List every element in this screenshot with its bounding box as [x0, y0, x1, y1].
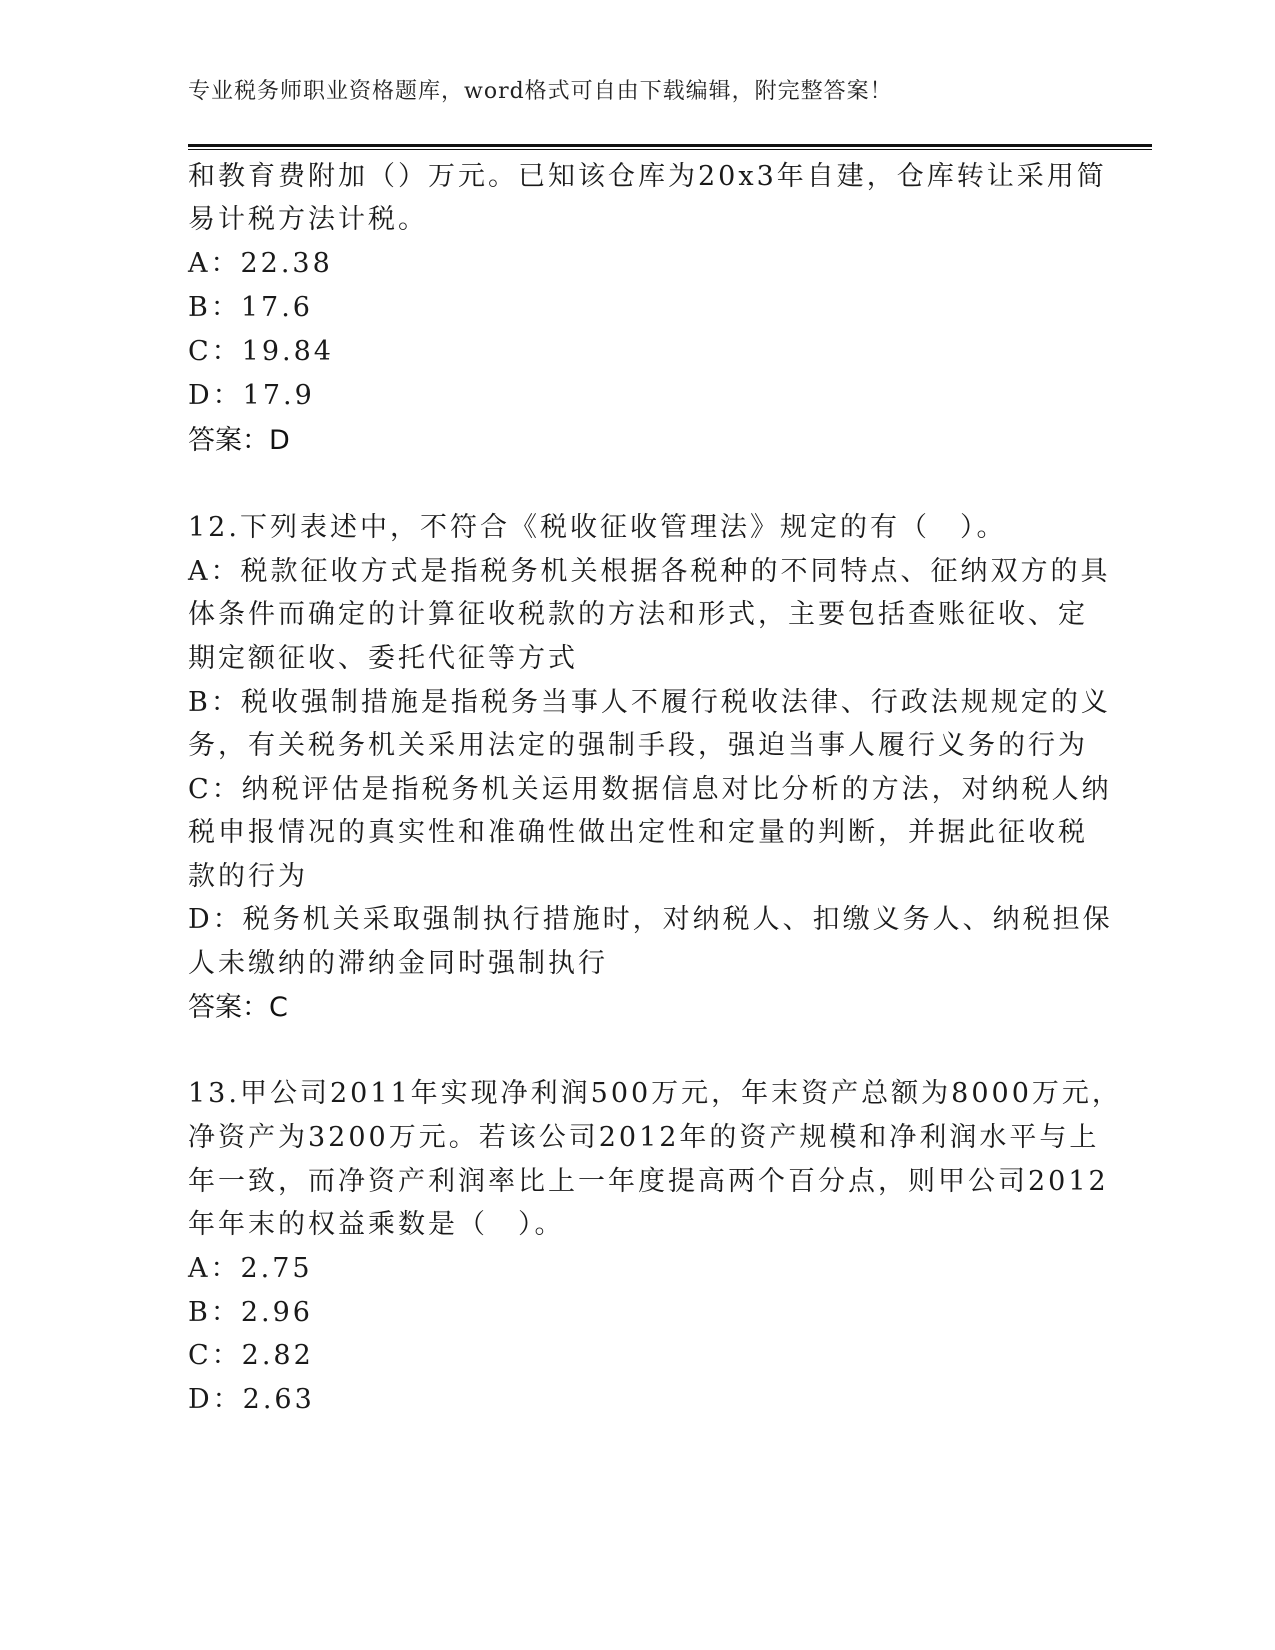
- q13-option-b: B：2.96: [188, 1297, 313, 1328]
- q13-option-a: A：2.75: [188, 1253, 313, 1284]
- page-header: 专业税务师职业资格题库，word格式可自由下载编辑，附完整答案！: [188, 79, 893, 104]
- q11-answer: 答案：D: [188, 425, 290, 456]
- q12-option-line: 税申报情况的真实性和准确性做出定性和定量的判断，并据此征收税: [188, 817, 1088, 848]
- q13-option-c: C：2.82: [188, 1340, 314, 1371]
- q13-option-d: D：2.63: [188, 1384, 315, 1415]
- q11-option-c: C：19.84: [188, 336, 334, 367]
- header-rule-thick: [188, 144, 1152, 147]
- q12-option-line: C：纳税评估是指税务机关运用数据信息对比分析的方法，对纳税人纳: [188, 774, 1112, 805]
- q12-stem: 12.下列表述中，不符合《税收征收管理法》规定的有（ ）。: [188, 512, 1007, 543]
- q11-text-line: 和教育费附加（）万元。已知该仓库为20x3年自建，仓库转让采用简: [188, 161, 1107, 192]
- q13-stem-line: 年一致，而净资产利润率比上一年度提高两个百分点，则甲公司2012: [188, 1166, 1109, 1197]
- header-rule-thin: [188, 149, 1152, 150]
- q13-stem-line: 13.甲公司2011年实现净利润500万元，年末资产总额为8000万元，: [188, 1078, 1122, 1109]
- q13-stem-line: 净资产为3200万元。若该公司2012年的资产规模和净利润水平与上: [188, 1122, 1100, 1153]
- q12-option-line: 期定额征收、委托代征等方式: [188, 643, 578, 674]
- q12-option-line: B：税收强制措施是指税务当事人不履行税收法律、行政法规规定的义: [188, 687, 1111, 718]
- q12-option-line: A：税款征收方式是指税务机关根据各税种的不同特点、征纳双方的具: [188, 556, 1111, 587]
- q12-option-line: 体条件而确定的计算征收税款的方法和形式，主要包括查账征收、定: [188, 599, 1088, 630]
- q12-answer: 答案：C: [188, 992, 288, 1023]
- q11-option-d: D：17.9: [188, 380, 315, 411]
- q13-stem-line: 年年末的权益乘数是（ ）。: [188, 1209, 565, 1240]
- q12-option-line: 务，有关税务机关采用法定的强制手段，强迫当事人履行义务的行为: [188, 730, 1088, 761]
- q12-option-line: 人未缴纳的滞纳金同时强制执行: [188, 948, 608, 979]
- q12-option-line: 款的行为: [188, 861, 308, 892]
- q11-option-a: A：22.38: [188, 248, 333, 279]
- q12-option-line: D：税务机关采取强制执行措施时，对纳税人、扣缴义务人、纳税担保: [188, 904, 1113, 935]
- q11-option-b: B：17.6: [188, 292, 313, 323]
- q11-text-line: 易计税方法计税。: [188, 204, 428, 235]
